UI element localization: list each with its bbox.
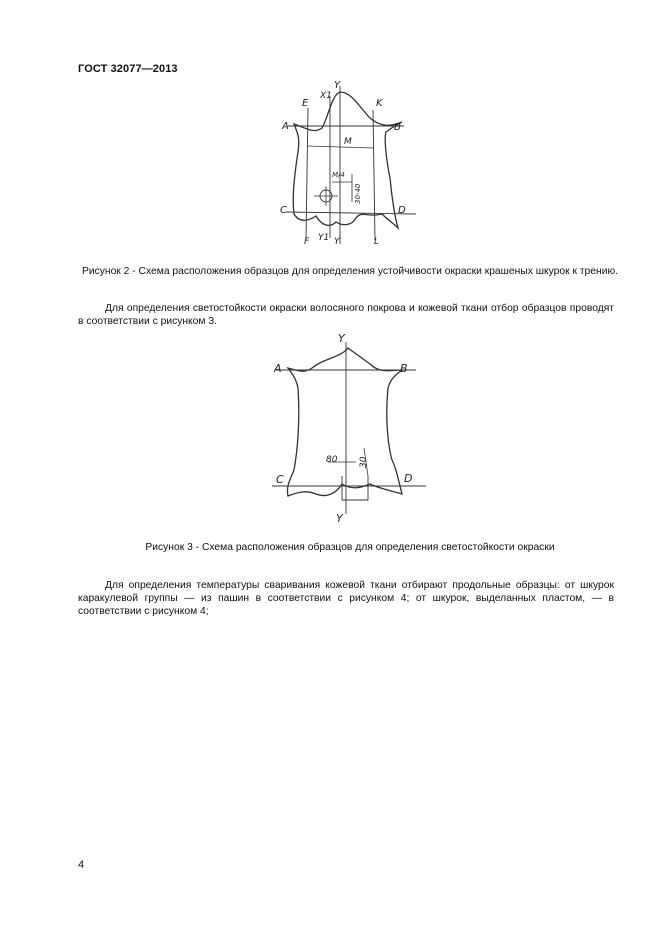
figure-2-diagram bbox=[270, 78, 430, 248]
label-m4: M/4 bbox=[332, 171, 345, 179]
label-y-fig3: Y bbox=[338, 332, 345, 345]
label-e: E bbox=[302, 98, 309, 109]
document-header: ГОСТ 32077—2013 bbox=[78, 63, 178, 75]
label-30-40: 30-40 bbox=[354, 183, 362, 204]
label-y-bottom-fig3: Y bbox=[336, 512, 343, 525]
label-l: L bbox=[374, 237, 380, 247]
label-30: 30 bbox=[359, 456, 369, 468]
c-d-line bbox=[286, 212, 416, 214]
label-b: B bbox=[394, 122, 401, 133]
label-a-fig3: A bbox=[274, 362, 282, 375]
label-d: D bbox=[398, 205, 406, 216]
page-number: 4 bbox=[78, 859, 85, 871]
label-c: C bbox=[280, 205, 287, 216]
label-a: A bbox=[282, 121, 289, 132]
figure-3-caption: Рисунок 3 - Схема расположения образцов для определения светостойкости окраски bbox=[145, 542, 555, 553]
paragraph-1: Для определения светостойкости окраски волосяного покрова и кожевой ткани отбор образцов проводят в соответствии с рисунком 3. bbox=[78, 303, 614, 327]
label-f: F bbox=[304, 237, 310, 247]
label-y1: Y1 bbox=[318, 233, 330, 243]
pelt-outline bbox=[293, 92, 402, 228]
k-l-line bbox=[373, 110, 375, 240]
figure-3-diagram bbox=[266, 328, 436, 528]
label-y-bottom: Y bbox=[334, 237, 340, 247]
label-b-fig3: B bbox=[400, 362, 408, 375]
paragraph-2: Для определения температуры сваривания кожевой ткани отбирают продольные образцы: от шкурок каракулевой группы — из пашин в соответствии с рисунком 4; от шкурок, выделанных пластом, — в соответствии с рисунком 4; bbox=[78, 580, 614, 617]
label-k: K bbox=[376, 98, 383, 109]
m-dimension bbox=[308, 146, 374, 148]
label-x1: X1 bbox=[320, 91, 332, 101]
label-c-fig3: C bbox=[276, 473, 284, 486]
figure-2-caption: Рисунок 2 - Схема расположения образцов для определения устойчивости окраски крашеных шкурок к трению. bbox=[81, 266, 619, 277]
label-d-fig3: D bbox=[404, 472, 413, 485]
label-m: M bbox=[344, 137, 352, 147]
label-80: 80 bbox=[326, 455, 338, 465]
label-y: Y bbox=[334, 80, 341, 91]
